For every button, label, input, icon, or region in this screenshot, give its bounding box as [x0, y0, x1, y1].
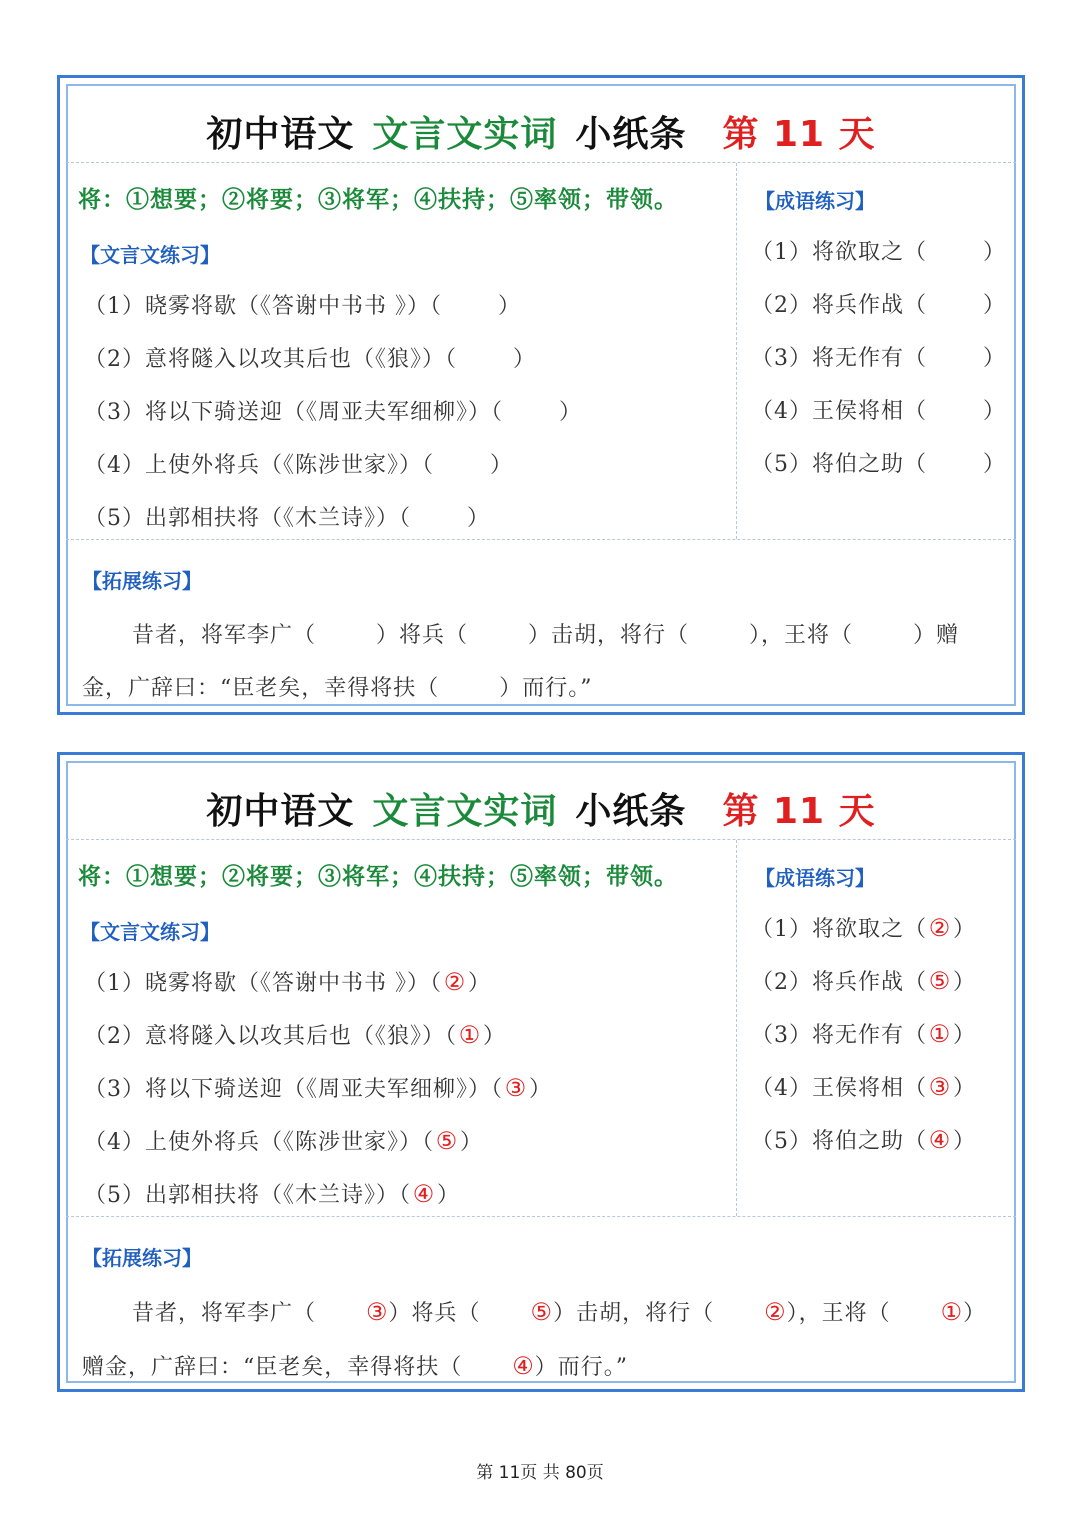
title-subject: 初中语文: [206, 114, 355, 155]
classical-item: （4）上使外将兵（《陈涉世家》）（⑤）: [84, 1127, 484, 1155]
idiom-item: （3）将无作有（①）: [751, 1020, 977, 1048]
idiom-item: （2）将兵作战（ ）: [751, 293, 1007, 318]
classical-item: （2）意将隧入以攻其后也（《狼》）（ ）: [84, 347, 537, 372]
title-day: 第 11 天: [722, 791, 876, 832]
classical-column: [66, 163, 736, 539]
answer-mark: ①: [458, 1021, 482, 1049]
idiom-section-title: 【成语练习】: [755, 866, 875, 890]
classical-item: （1）晓雾将歇（《答谢中书书 》）（ ）: [84, 294, 522, 319]
classical-item: （1）晓雾将歇（《答谢中书书 》）（②）: [84, 968, 492, 996]
answer-mark: ②: [928, 914, 952, 942]
idiom-column: [737, 163, 1016, 539]
classical-item: （2）意将隧入以攻其后也（《狼》）（①）: [84, 1021, 507, 1049]
answer-mark: ④: [512, 1352, 535, 1380]
idiom-item: （3）将无作有（ ）: [751, 346, 1007, 371]
classical-item: （5）出郭相扶将（《木兰诗》）（④）: [84, 1180, 461, 1208]
classical-item: （3）将以下骑送迎（《周亚夫军细柳》）（ ）: [84, 400, 583, 425]
answer-mark: ①: [940, 1298, 964, 1326]
idiom-item: （1）将欲取之（ ）: [751, 240, 1007, 265]
exercise-grid: [66, 162, 1016, 540]
idiom-column: [737, 840, 1016, 1216]
answer-mark: ③: [366, 1298, 389, 1326]
title-note: 小纸条: [575, 114, 687, 155]
answer-mark: ③: [928, 1073, 952, 1101]
answer-mark: ③: [504, 1074, 528, 1102]
title-topic: 文言文实词: [372, 114, 558, 155]
word-meanings: 将：①想要；②将要；③将军；④扶持；⑤率领；带领。: [78, 863, 678, 890]
extension-section: [66, 1216, 1016, 1383]
extension-section-title: 【拓展练习】: [82, 1246, 202, 1270]
worksheet-card-answers: [57, 752, 1025, 1392]
title-subject: 初中语文: [206, 791, 355, 832]
classical-item: （5）出郭相扶将（《木兰诗》）（ ）: [84, 506, 491, 531]
answer-mark: ⑤: [435, 1127, 459, 1155]
idiom-item: （5）将伯之助（ ）: [751, 452, 1007, 477]
extension-passage: 昔者，将军李广（ ③）将兵（ ⑤）击胡，将行（ ②），王将（ ①）赠金，广辞曰：“臣老矣，幸得将扶（ ④）而行。”: [82, 1286, 1000, 1394]
card-title: [60, 106, 1022, 156]
classical-column: [66, 840, 736, 1216]
title-day: 第 11 天: [722, 114, 876, 155]
page-number: 第 11页 共 80页: [476, 1463, 604, 1483]
answer-mark: ④: [928, 1126, 952, 1154]
classical-section-title: 【文言文练习】: [80, 243, 220, 267]
idiom-item: （2）将兵作战（⑤）: [751, 967, 977, 995]
answer-mark: ②: [764, 1298, 787, 1326]
answer-mark: ⑤: [928, 967, 952, 995]
classical-item: （4）上使外将兵（《陈涉世家》）（ ）: [84, 453, 514, 478]
classical-item: （3）将以下骑送迎（《周亚夫军细柳》）（③）: [84, 1074, 553, 1102]
idiom-item: （4）王侯将相（ ）: [751, 399, 1007, 424]
idiom-item: （4）王侯将相（③）: [751, 1073, 977, 1101]
answer-mark: ①: [928, 1020, 952, 1048]
idiom-item: （1）将欲取之（②）: [751, 914, 977, 942]
word-meanings: 将：①想要；②将要；③将军；④扶持；⑤率领；带领。: [78, 186, 678, 213]
title-topic: 文言文实词: [372, 791, 558, 832]
answer-mark: ⑤: [530, 1298, 554, 1326]
extension-section-title: 【拓展练习】: [82, 569, 202, 593]
extension-section: [66, 539, 1016, 706]
classical-section-title: 【文言文练习】: [80, 920, 220, 944]
extension-passage: 昔者，将军李广（ ）将兵（ ）击胡，将行（ ），王将（ ）赠金，广辞曰：“臣老矣，幸得将扶（ ）而行。”: [82, 623, 960, 701]
card-title: [60, 783, 1022, 833]
worksheet-card-blank: [57, 75, 1025, 715]
exercise-grid: [66, 839, 1016, 1217]
answer-mark: ④: [412, 1180, 436, 1208]
idiom-item: （5）将伯之助（④）: [751, 1126, 977, 1154]
idiom-section-title: 【成语练习】: [755, 189, 875, 213]
title-note: 小纸条: [575, 791, 687, 832]
answer-mark: ②: [443, 968, 467, 996]
